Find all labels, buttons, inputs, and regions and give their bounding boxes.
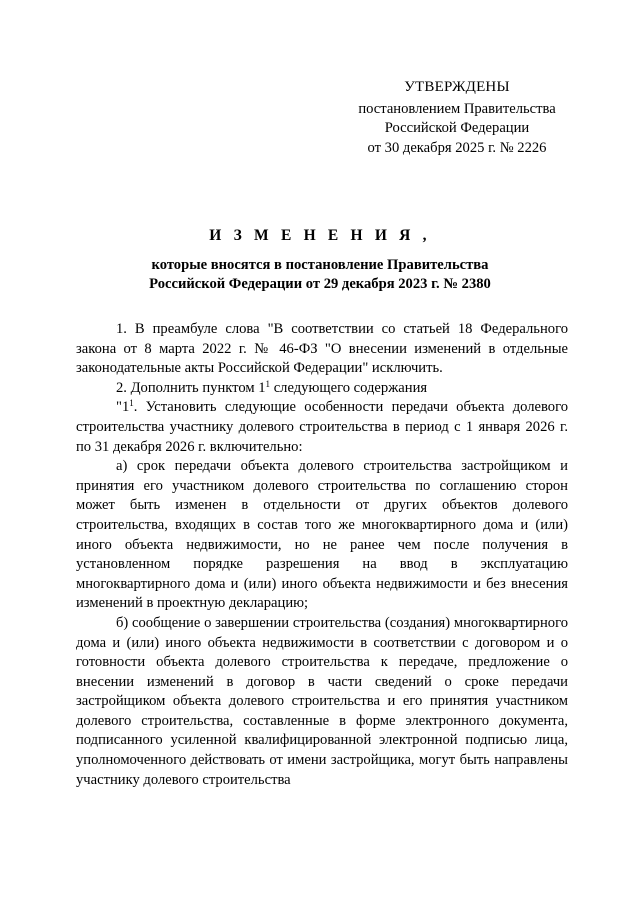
paragraph-2 (76, 379, 568, 399)
approval-line: постановлением Правительства (358, 100, 556, 117)
document-body (76, 320, 568, 790)
superscript: 1 (129, 398, 134, 409)
paragraph-text: "1 (116, 399, 130, 416)
paragraph-text: . Установить следующие особенности передачи объекта долевого строительства участнику долевого строительства в период с 1 января 2026 г. по 31 декабря 2026 г. включительно: (76, 399, 568, 455)
heading-subtitle: Российской Федерации от 29 декабря 2023 г. № 2380 (149, 276, 491, 293)
approval-block (352, 78, 562, 158)
paragraph-text: 2. Дополнить пунктом 1 (116, 379, 266, 396)
approval-title: УТВЕРЖДЕНЫ (404, 79, 510, 95)
superscript: 1 (265, 378, 271, 389)
heading-subtitle: которые вносятся в постановление Правительства (151, 256, 489, 273)
document-heading (72, 226, 568, 295)
paragraph-1: 1. В преамбуле слова "В соответствии со статьей 18 Федерального закона от 8 марта 2022 г. № 46-ФЗ "О внесении изменений в отдельные законодательные акты Российской Федерации" исключить. (76, 321, 568, 377)
heading-title: И З М Е Н Е Н И Я , (209, 227, 431, 244)
paragraph-4: а) срок передачи объекта долевого строительства застройщиком и принятия его участником долевого строительства по соглашению сторон может быть изменен в отдельности от других объектов долевого строительства, входящих в состав того же многоквартирного дома и (или) иного объекта недвижимости, но не ранее чем после получения в установленном порядке разрешения на ввод в эксплуатацию многоквартирного дома и (или) иного объекта недвижимости и без внесения изменений в проектную декларацию; (76, 458, 568, 612)
paragraph-3 (76, 398, 568, 457)
approval-date-line: от 30 декабря 2025 г. № 2226 (367, 139, 547, 156)
paragraph-5: б) сообщение о завершении строительства (создания) многоквартирного дома и (или) иного объекта недвижимости в соответствии с договором и о готовности объекта долевого строительства к передаче, предложение о внесении изменений в договор в части сведений о сроке передачи застройщиком объекта долевого строительства и его принятия участником долевого строительства, составленные в форме электронного документа, подписанного усиленной квалифицированной электронной подписью лица, уполномоченного действовать от имени застройщика, могут быть направлены участнику долевого строительства (76, 614, 568, 788)
paragraph-text: следующего содержания (270, 379, 428, 396)
approval-line: Российской Федерации (384, 120, 530, 136)
